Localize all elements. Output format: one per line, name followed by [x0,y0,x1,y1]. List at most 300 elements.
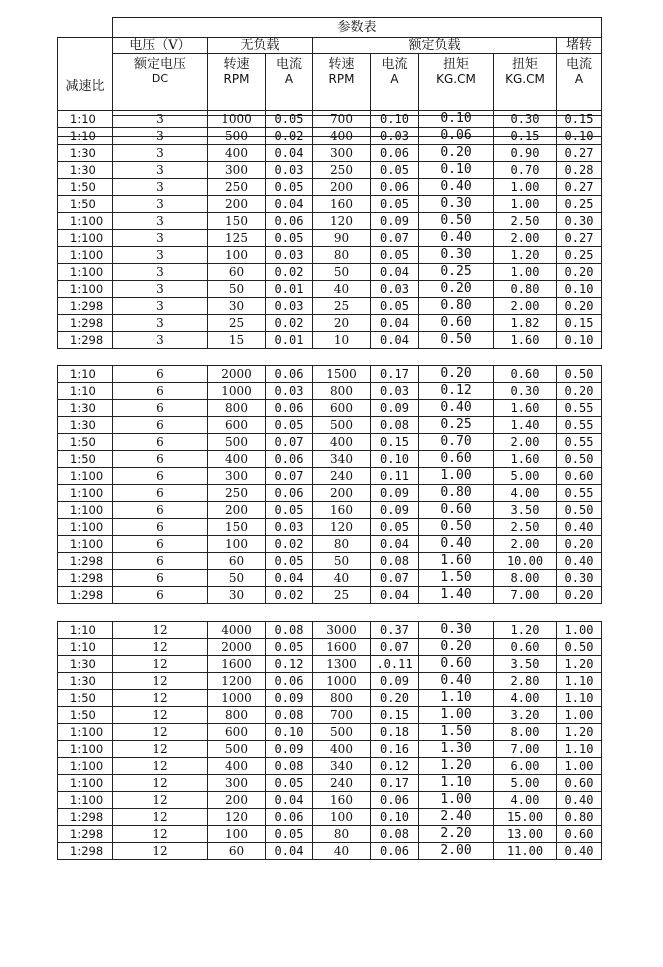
rated-current-cell: 0.09 [371,673,419,690]
ratio-cell: 1:10 [58,111,113,128]
stall-torque-cell: 1.60 [494,332,557,349]
stall-torque-cell: 4.00 [494,485,557,502]
noload-speed-cell: 2000 [208,639,266,656]
voltage-cell: 12 [113,690,208,707]
rated-current-cell: 0.08 [371,826,419,843]
table-row [58,247,602,264]
noload-speed-cell: 600 [208,417,266,434]
table-row [58,145,602,162]
table-row [58,809,602,826]
noload-current-cell: 0.05 [266,826,313,843]
rated-torque-cell: 0.60 [419,315,494,332]
voltage-cell: 12 [113,843,208,860]
ratio-cell: 1:100 [58,247,113,264]
ratio-cell: 1:30 [58,145,113,162]
stall-current-cell: 1.10 [557,690,602,707]
table-row [58,213,602,230]
stall-current-cell: 0.10 [557,128,602,145]
voltage-cell: 12 [113,639,208,656]
noload-current-header: 电流 A [266,54,313,116]
table-row [58,281,602,298]
table-row [58,707,602,724]
noload-current-cell: 0.05 [266,111,313,128]
voltage-cell: 12 [113,775,208,792]
voltage-cell: 3 [113,230,208,247]
rated-current-cell: 0.16 [371,741,419,758]
stall-torque-header: 扭矩 KG.CM [494,54,557,116]
rated-current-cell: 0.04 [371,264,419,281]
noload-current-cell: 0.05 [266,502,313,519]
rated-torque-cell: 1.60 [419,553,494,570]
ratio-cell: 1:30 [58,162,113,179]
voltage-cell: 3 [113,145,208,162]
rated-speed-cell: 80 [313,536,371,553]
stall-current-cell: 0.27 [557,230,602,247]
noload-current-cell: 0.02 [266,264,313,281]
table-row [58,673,602,690]
ratio-cell: 1:10 [58,128,113,145]
voltage-cell: 6 [113,417,208,434]
voltage-cell: 12 [113,826,208,843]
table-row [58,775,602,792]
rated-current-cell: 0.37 [371,622,419,639]
rated-speed-cell: 160 [313,792,371,809]
table-row [58,298,602,315]
noload-speed-cell: 25 [208,315,266,332]
noload-speed-cell: 400 [208,758,266,775]
stall-current-cell: 1.20 [557,724,602,741]
ratio-cell: 1:100 [58,281,113,298]
rated-speed-cell: 700 [313,707,371,724]
ratio-cell: 1:100 [58,230,113,247]
noload-speed-cell: 1600 [208,656,266,673]
rated-speed-cell: 40 [313,570,371,587]
stall-current-cell: 0.28 [557,162,602,179]
table-row [58,400,602,417]
rated-speed-cell: 120 [313,213,371,230]
stall-torque-cell: 13.00 [494,826,557,843]
table-row [58,553,602,570]
rated-torque-cell: 1.50 [419,570,494,587]
noload-speed-cell: 125 [208,230,266,247]
rated-current-cell: 0.04 [371,536,419,553]
voltage-cell: 3 [113,281,208,298]
table-row [58,434,602,451]
rated-speed-cell: 400 [313,128,371,145]
rated-current-cell: 0.04 [371,315,419,332]
ratio-cell: 1:298 [58,332,113,349]
voltage-cell: 6 [113,485,208,502]
voltage-cell: 12 [113,809,208,826]
stall-torque-cell: 1.60 [494,451,557,468]
rated-torque-cell: 0.80 [419,485,494,502]
noload-speed-cell: 600 [208,724,266,741]
stall-current-cell: 0.30 [557,213,602,230]
rated-torque-cell: 0.70 [419,434,494,451]
rated-current-cell: 0.07 [371,570,419,587]
rated-torque-cell: 2.40 [419,809,494,826]
stall-torque-cell: 3.50 [494,656,557,673]
table-row [58,502,602,519]
noload-speed-cell: 60 [208,264,266,281]
stall-torque-cell: 8.00 [494,724,557,741]
noload-speed-cell: 100 [208,826,266,843]
rated-current-cell: 0.05 [371,247,419,264]
ratio-cell: 1:100 [58,213,113,230]
ratio-cell: 1:30 [58,417,113,434]
stall-current-cell: 0.40 [557,843,602,860]
ratio-cell: 1:298 [58,553,113,570]
noload-current-cell: 0.03 [266,162,313,179]
noload-current-cell: 0.03 [266,247,313,264]
voltage-cell: 3 [113,196,208,213]
rated-current-cell: 0.15 [371,434,419,451]
noload-speed-cell: 30 [208,298,266,315]
rated-torque-cell: 1.00 [419,468,494,485]
stall-torque-cell: 1.82 [494,315,557,332]
noload-current-cell: 0.06 [266,809,313,826]
stall-current-cell: 0.15 [557,111,602,128]
rated-current-cell: 0.06 [371,843,419,860]
rated-current-cell: 0.09 [371,502,419,519]
voltage-cell: 3 [113,128,208,145]
rated-torque-cell: 0.30 [419,247,494,264]
rated-speed-cell: 400 [313,434,371,451]
rated-torque-cell: 0.40 [419,536,494,553]
noload-current-cell: 0.06 [266,213,313,230]
rated-torque-cell: 1.10 [419,690,494,707]
rated-speed-cell: 160 [313,196,371,213]
rated-torque-cell: 1.00 [419,707,494,724]
ratio-cell: 1:10 [58,366,113,383]
rated-speed-cell: 800 [313,383,371,400]
noload-current-cell: 0.03 [266,298,313,315]
ratio-cell: 1:100 [58,775,113,792]
ratio-cell: 1:100 [58,264,113,281]
stall-torque-cell: 1.00 [494,179,557,196]
voltage-cell: 12 [113,741,208,758]
noload-speed-cell: 50 [208,570,266,587]
rated-torque-header: 扭矩 KG.CM [419,54,494,116]
rated-torque-cell: 1.40 [419,587,494,604]
noload-speed-cell: 200 [208,502,266,519]
rated-current-cell: 0.10 [371,809,419,826]
noload-speed-cell: 60 [208,843,266,860]
table-title: 参数表 [113,18,602,38]
rated-torque-cell: 2.20 [419,826,494,843]
stall-torque-cell: 4.00 [494,690,557,707]
noload-current-cell: 0.04 [266,145,313,162]
voltage-cell: 6 [113,383,208,400]
noload-speed-cell: 250 [208,179,266,196]
noload-speed-cell: 200 [208,792,266,809]
voltage-cell: 3 [113,162,208,179]
rated-speed-cell: 160 [313,502,371,519]
stall-group-header: 堵转 [557,38,602,54]
rated-speed-cell: 240 [313,775,371,792]
rated-speed-cell: 25 [313,298,371,315]
rated-speed-cell: 240 [313,468,371,485]
ratio-cell: 1:100 [58,502,113,519]
rated-torque-cell: 0.30 [419,622,494,639]
table-row [58,417,602,434]
rated-current-cell: 0.06 [371,145,419,162]
rated-speed-cell: 1300 [313,656,371,673]
ratio-cell: 1:298 [58,587,113,604]
ratio-cell: 1:100 [58,741,113,758]
stall-torque-cell: 1.00 [494,196,557,213]
noload-current-cell: 0.01 [266,332,313,349]
stall-current-cell: 1.10 [557,673,602,690]
ratio-cell: 1:100 [58,485,113,502]
voltage-group-header: 电压（V） [113,38,208,54]
rated-speed-header: 转速 RPM [313,54,371,116]
rated-torque-cell: 0.20 [419,281,494,298]
rated-current-cell: 0.07 [371,639,419,656]
rated-speed-cell: 25 [313,587,371,604]
stall-torque-cell: 1.40 [494,417,557,434]
noload-current-cell: 0.05 [266,553,313,570]
stall-torque-cell: 0.80 [494,281,557,298]
rated-torque-cell: 0.50 [419,213,494,230]
rated-torque-cell: 1.10 [419,775,494,792]
rated-speed-cell: 90 [313,230,371,247]
table-row [58,639,602,656]
rated-torque-cell: 0.25 [419,417,494,434]
stall-current-cell: 1.20 [557,656,602,673]
rated-torque-cell: 2.00 [419,843,494,860]
noload-current-cell: 0.06 [266,366,313,383]
noload-current-cell: 0.08 [266,707,313,724]
rated-speed-cell: 700 [313,111,371,128]
stall-current-cell: 0.60 [557,826,602,843]
noload-current-cell: 0.03 [266,519,313,536]
stall-current-cell: 0.15 [557,315,602,332]
stall-current-cell: 0.40 [557,792,602,809]
rated-torque-cell: 0.60 [419,502,494,519]
rated-current-cell: .0.11 [371,656,419,673]
table-row [58,843,602,860]
voltage-cell: 12 [113,673,208,690]
rated-torque-cell: 0.40 [419,400,494,417]
rated-speed-cell: 800 [313,690,371,707]
stall-torque-cell: 2.00 [494,536,557,553]
stall-torque-cell: 2.50 [494,519,557,536]
stall-current-cell: 0.20 [557,264,602,281]
stall-torque-cell: 2.80 [494,673,557,690]
rated-torque-cell: 0.80 [419,298,494,315]
noload-speed-cell: 1000 [208,383,266,400]
ratio-header: 减速比 [58,38,113,137]
noload-speed-cell: 800 [208,707,266,724]
rated-current-cell: 0.08 [371,553,419,570]
voltage-cell: 3 [113,264,208,281]
rated-torque-cell: 1.30 [419,741,494,758]
noload-current-cell: 0.05 [266,230,313,247]
stall-torque-cell: 6.00 [494,758,557,775]
stall-torque-cell: 2.00 [494,230,557,247]
rated-current-cell: 0.04 [371,587,419,604]
voltage-cell: 3 [113,247,208,264]
rated-torque-cell: 0.50 [419,332,494,349]
rated-speed-cell: 600 [313,400,371,417]
ratio-cell: 1:298 [58,315,113,332]
rated-current-cell: 0.04 [371,332,419,349]
rated-current-cell: 0.05 [371,519,419,536]
data-block-6v [57,365,602,604]
table-row [58,179,602,196]
voltage-cell: 3 [113,298,208,315]
stall-current-cell: 0.20 [557,383,602,400]
table-row [58,451,602,468]
noload-current-cell: 0.06 [266,673,313,690]
rated-current-cell: 0.03 [371,281,419,298]
noload-current-cell: 0.05 [266,417,313,434]
stall-torque-cell: 0.90 [494,145,557,162]
noload-speed-cell: 150 [208,213,266,230]
table-row [58,366,602,383]
noload-current-cell: 0.02 [266,315,313,332]
ratio-cell: 1:30 [58,400,113,417]
rated-speed-cell: 3000 [313,622,371,639]
rated-torque-cell: 0.20 [419,639,494,656]
noload-speed-cell: 50 [208,281,266,298]
rated-speed-cell: 50 [313,264,371,281]
rated-torque-cell: 0.06 [419,128,494,145]
stall-torque-cell: 1.60 [494,400,557,417]
stall-torque-cell: 5.00 [494,775,557,792]
noload-current-cell: 0.12 [266,656,313,673]
noload-current-cell: 0.05 [266,775,313,792]
stall-current-cell: 1.10 [557,741,602,758]
stall-current-cell: 0.60 [557,468,602,485]
rated-current-cell: 0.05 [371,196,419,213]
stall-torque-cell: 2.00 [494,298,557,315]
stall-current-cell: 0.50 [557,451,602,468]
rated-torque-cell: 0.20 [419,145,494,162]
ratio-cell: 1:30 [58,656,113,673]
noload-current-cell: 0.02 [266,128,313,145]
rated-speed-cell: 1000 [313,673,371,690]
stall-current-cell: 0.30 [557,570,602,587]
rated-speed-cell: 400 [313,741,371,758]
noload-speed-cell: 500 [208,741,266,758]
rated-speed-cell: 10 [313,332,371,349]
voltage-cell: 6 [113,434,208,451]
stall-torque-cell: 3.20 [494,707,557,724]
noload-speed-cell: 100 [208,536,266,553]
rated-current-cell: 0.06 [371,792,419,809]
stall-torque-cell: 0.60 [494,366,557,383]
voltage-cell: 12 [113,656,208,673]
ratio-cell: 1:10 [58,622,113,639]
stall-current-cell: 0.25 [557,247,602,264]
voltage-cell: 12 [113,792,208,809]
ratio-cell: 1:100 [58,536,113,553]
ratio-cell: 1:50 [58,707,113,724]
stall-current-cell: 0.27 [557,179,602,196]
table-row [58,741,602,758]
rated-current-cell: 0.09 [371,485,419,502]
noload-speed-cell: 120 [208,809,266,826]
noload-current-cell: 0.04 [266,792,313,809]
ratio-cell: 1:100 [58,792,113,809]
stall-torque-cell: 0.15 [494,128,557,145]
noload-speed-cell: 800 [208,400,266,417]
table-row [58,724,602,741]
stall-current-cell: 0.55 [557,434,602,451]
noload-current-cell: 0.05 [266,639,313,656]
voltage-cell: 3 [113,315,208,332]
table-row [58,570,602,587]
stall-current-cell: 0.20 [557,298,602,315]
stall-torque-cell: 7.00 [494,741,557,758]
rated-speed-cell: 1600 [313,639,371,656]
stall-torque-cell: 2.00 [494,434,557,451]
noload-group-header: 无负载 [208,38,313,54]
ratio-cell: 1:50 [58,179,113,196]
stall-torque-cell: 1.20 [494,247,557,264]
rated-speed-cell: 340 [313,758,371,775]
stall-current-cell: 0.50 [557,502,602,519]
rated-speed-cell: 20 [313,315,371,332]
voltage-cell: 12 [113,707,208,724]
rated-torque-cell: 0.20 [419,366,494,383]
ratio-cell: 1:298 [58,809,113,826]
table-row [58,656,602,673]
rated-speed-cell: 1500 [313,366,371,383]
rated-current-cell: 0.17 [371,775,419,792]
voltage-cell: 6 [113,519,208,536]
noload-current-cell: 0.04 [266,196,313,213]
voltage-cell: 6 [113,502,208,519]
rated-current-cell: 0.10 [371,111,419,128]
rated-speed-cell: 300 [313,145,371,162]
rated-current-cell: 0.18 [371,724,419,741]
stall-current-cell: 0.50 [557,639,602,656]
rated-torque-cell: 0.40 [419,230,494,247]
noload-speed-cell: 60 [208,553,266,570]
rated-voltage-header: 额定电压 DC [113,54,208,116]
voltage-cell: 12 [113,622,208,639]
voltage-cell: 3 [113,213,208,230]
ratio-cell: 1:50 [58,451,113,468]
stall-current-cell: 0.55 [557,417,602,434]
noload-current-cell: 0.05 [266,179,313,196]
noload-current-cell: 0.07 [266,468,313,485]
rated-torque-cell: 1.00 [419,792,494,809]
rated-torque-cell: 0.40 [419,179,494,196]
rated-torque-cell: 0.60 [419,656,494,673]
stall-torque-cell: 1.20 [494,622,557,639]
ratio-cell: 1:298 [58,826,113,843]
voltage-cell: 6 [113,587,208,604]
rated-torque-cell: 0.12 [419,383,494,400]
rated-speed-cell: 50 [313,553,371,570]
rated-torque-cell: 0.40 [419,673,494,690]
table-row [58,230,602,247]
stall-current-cell: 0.40 [557,519,602,536]
rated-torque-cell: 1.50 [419,724,494,741]
rated-torque-cell: 0.10 [419,162,494,179]
rated-speed-cell: 250 [313,162,371,179]
noload-speed-cell: 150 [208,519,266,536]
table-row [58,587,602,604]
noload-current-cell: 0.07 [266,434,313,451]
ratio-cell: 1:298 [58,570,113,587]
noload-current-cell: 0.04 [266,843,313,860]
noload-current-cell: 0.02 [266,536,313,553]
